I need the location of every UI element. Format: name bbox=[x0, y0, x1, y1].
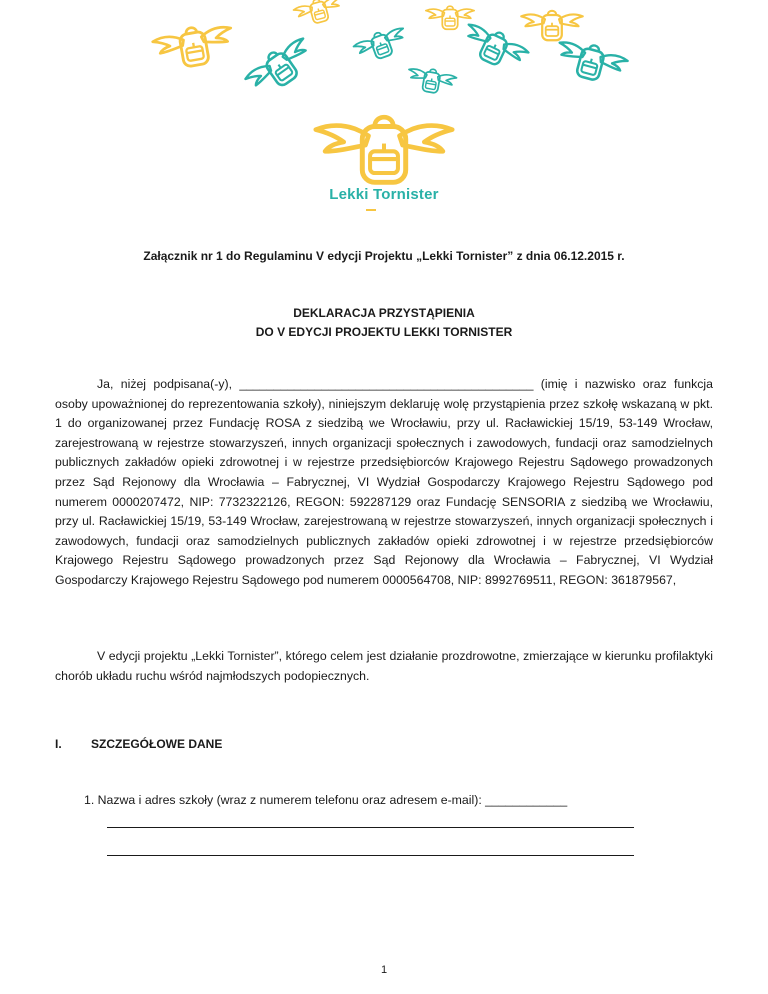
declaration-title-line2: DO V EDYCJI PROJEKTU LEKKI TORNISTER bbox=[255, 325, 513, 339]
brand-name: Lekki Tornister bbox=[329, 186, 439, 203]
backpack-icon bbox=[426, 6, 474, 29]
section-title: SZCZEGÓŁOWE DANE bbox=[91, 737, 223, 751]
purpose-paragraph: V edycji projektu „Lekki Tornister”, którego celem jest działanie prozdrowotne, zmierzające w kierunku profilaktyki chorób układu ruchu wśród najmłodszych podopiecznych. bbox=[55, 649, 713, 683]
header-logo-area bbox=[0, 0, 768, 220]
declaration-title-line1: DEKLARACJA PRZYSTĄPIENIA bbox=[293, 306, 475, 320]
declaration-paragraph: Ja, niżej podpisana(-y), ___________________________________________ (imię i nazwisko oraz funkcja osoby upoważnionej do reprezentowania szkoły), niniejszym deklaruję wolę przystąpienia przez szkołę wskazaną w pkt. 1 do organizowanej przez Fundację ROSA z siedzibą we Wrocławiu, przy ul. Racławickiej 15/19, 53-149 Wrocław, zarejestrowaną w rejestrze stowarzyszeń, innych organizacji społecznych i zawodowych, fundacji oraz samodzielnych publicznych zakładów opieki zdrowotnej i w rejestrze przedsiębiorców Krajowego Rejestru Sądowego prowadzonych przez Sąd Rejonowy dla Wrocławia – Fabrycznej, VI Wydział Gospodarczy Krajowego Rejestru Sądowego pod numerem 0000207472, NIP: 7732322126, REGON: 592287129 oraz Fundację SENSORIA z siedzibą we Wrocławiu, przy ul. Racławickiej 15/19, 53-149 Wrocław, zarejestrowaną w rejestrze stowarzyszeń, innych organizacji społecznych i zawodowych, fundacji oraz samodzielnych publicznych zakładów opieki zdrowotnej i w rejestrze przedsiębiorców Krajowego Rejestru Sądowego prowadzonych przez Sąd Rejonowy dla Wrocławia – Fabrycznej, VI Wydział Gospodarczy Krajowego Rejestru Sądowego pod numerem 0000564708, NIP: 8992769511, REGON: 361879567, bbox=[55, 377, 713, 587]
section-number: I. bbox=[55, 737, 62, 751]
backpack-icon bbox=[292, 0, 345, 28]
page-number: 1 bbox=[380, 964, 388, 976]
backpack-icon bbox=[406, 65, 458, 96]
backpack-icon bbox=[352, 24, 410, 66]
backpack-icon bbox=[521, 11, 583, 40]
blank-fill-line bbox=[107, 827, 634, 828]
blank-fill-line bbox=[107, 855, 634, 856]
backpack-icon bbox=[242, 33, 319, 101]
school-name-address-item: 1. Nazwa i adres szkoły (wraz z numerem telefonu oraz adresem e-mail): ____________ bbox=[84, 793, 568, 807]
logo-backpack-icon bbox=[316, 117, 452, 182]
brand-underline bbox=[366, 209, 376, 211]
backpack-icon bbox=[458, 19, 531, 75]
annex-title: Załącznik nr 1 do Regulaminu V edycji Projektu „Lekki Tornister” z dnia 06.12.2015 r. bbox=[143, 249, 625, 263]
backpack-icon bbox=[553, 37, 630, 88]
backpack-icon bbox=[152, 21, 237, 72]
